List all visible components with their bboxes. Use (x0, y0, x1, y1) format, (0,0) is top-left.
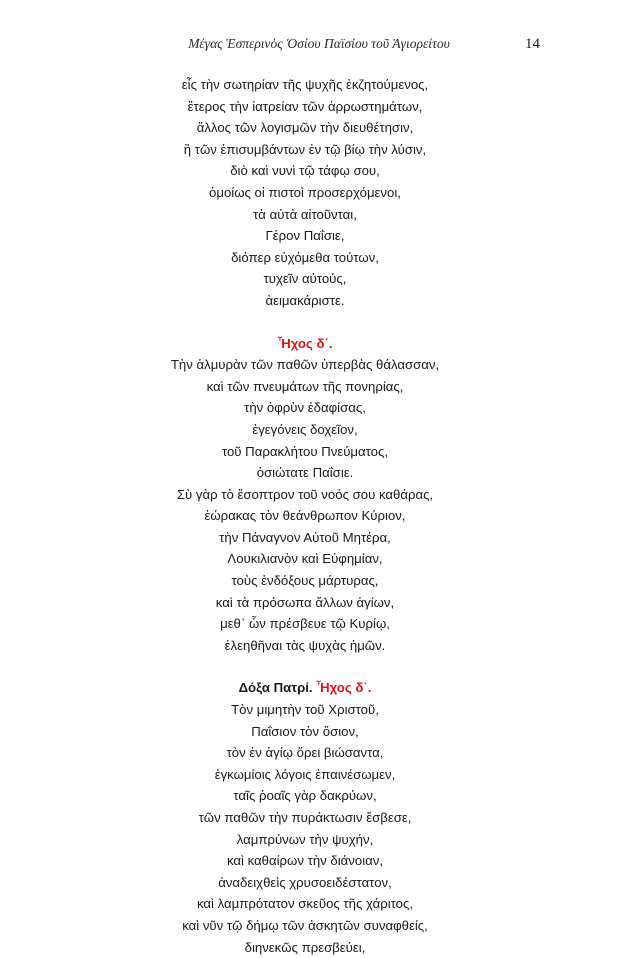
verse-line: καὶ λαμπρότατον σκεῦος τῆς χάριτος, (196, 896, 413, 912)
verse-line: καὶ καθαίρων τὴν διάνοιαν, (226, 853, 384, 869)
running-title: Μέγας Ἑσπερινὸς Ὁσίου Παϊσίου τοῦ Ἁγιορείτου (188, 36, 450, 51)
verse-line: τὸν ἐν ἁγίῳ ὄρει βιώσαντα, (226, 745, 384, 761)
verse-line: ὁμοίως οἱ πιστοὶ προσερχόμενοι, (209, 184, 401, 200)
stanza-gap (140, 656, 470, 677)
verse-line: μεθ᾽ ὧν πρέσβευε τῷ Κυρίῳ, (220, 616, 390, 632)
verse-line: καὶ τὰ πρόσωπα ἄλλων ἁγίων, (215, 594, 395, 610)
verse-line: διὸ καὶ νυνὶ τῷ τάφῳ σου, (230, 163, 380, 179)
verse-line: ἀναδειχθεὶς χρυσοειδέστατον, (218, 874, 392, 890)
page-number: 14 (525, 36, 540, 52)
verse-line: Τὸν μιμητὴν τοῦ Χριστοῦ, (231, 702, 379, 718)
verse-line: Τὴν ἁλμυρὰν τῶν παθῶν ὑπερβὰς θάλασσαν, (170, 357, 440, 373)
verse-line: ἢ τῶν ἐπισυμβάντων ἐν τῷ βίῳ τὴν λύσιν, (183, 141, 427, 157)
running-header (0, 36, 638, 58)
verse-line: ἀειμακάριστε. (265, 292, 345, 308)
verse-line: ἐγεγόνεις δοχεῖον, (252, 421, 358, 437)
tone-heading: Ἦχος δ΄. (277, 335, 333, 351)
stanza (140, 74, 470, 312)
verse-line: τυχεῖν αὐτούς, (263, 271, 347, 287)
verse-line: ὁσιώτατε Παΐσιε. (256, 465, 354, 481)
doxology-heading (140, 677, 470, 699)
verse-line: τοῦ Παρακλήτου Πνεύματος, (221, 443, 389, 459)
verse-line: ἄλλος τῶν λογισμῶν τὴν διευθέτησιν, (196, 120, 414, 136)
doxology-label: Δόξα Πατρί. (238, 680, 313, 696)
verse-line: τὰ αὐτὰ αἰτοῦνται, (253, 206, 357, 222)
verse-line: διηνεκῶς πρεσβεύει, (244, 939, 366, 955)
verse-line: ἑώρακας τὸν θεάνθρωπον Κύριον, (204, 508, 406, 524)
verse-line: τὴν ὀφρὺν ἐδαφίσας, (244, 400, 366, 416)
verse-line: λαμπρύνων τὴν ψυχήν, (236, 831, 374, 847)
verse-line: τοὺς ἐνδόξους μάρτυρας, (231, 573, 379, 589)
stanza-gap (140, 312, 470, 333)
verse-line: ταῖς ῥοαῖς γὰρ δακρύων, (233, 788, 377, 804)
tone-heading: Ἦχος δ΄. (316, 680, 372, 696)
verse-line: διόπερ εὐχόμεθα τούτων, (231, 249, 379, 265)
verse-line: ἕτερος τὴν ἰατρείαν τῶν ἀρρωστημάτων, (187, 98, 423, 114)
verse-line: καὶ νῦν τῷ δήμῳ τῶν ἀσκητῶν συναφθείς, (182, 917, 428, 933)
verse-line: ἐλεηθῆναι τὰς ψυχὰς ἡμῶν. (224, 637, 386, 653)
verse-line: εἷς τὴν σωτηρίαν τῆς ψυχῆς ἐκζητούμενος, (181, 77, 429, 92)
verse-line: τῶν παθῶν τὴν πυράκτωσιν ἔσβεσε, (198, 810, 412, 825)
verse-line: Λουκιλιανὸν καὶ Εὐφημίαν, (227, 551, 383, 567)
verse-line: Γέρον Παΐσιε, (265, 228, 345, 244)
verse-line: Σὺ γὰρ τὸ ἔσοπτρον τοῦ νοός σου καθάρας, (176, 486, 434, 502)
stanza (140, 333, 470, 657)
hymn-text (140, 74, 470, 958)
verse-line: τὴν Πάναγνον Αὐτοῦ Μητέρα, (219, 529, 391, 545)
stanza (140, 677, 470, 958)
verse-line: ἐγκωμίοις λόγοις ἐπαινέσωμεν, (214, 766, 396, 782)
verse-line: Παΐσιον τὸν ὅσιον, (251, 723, 359, 739)
verse-line: καὶ τῶν πνευμάτων τῆς πονηρίας, (206, 378, 404, 394)
